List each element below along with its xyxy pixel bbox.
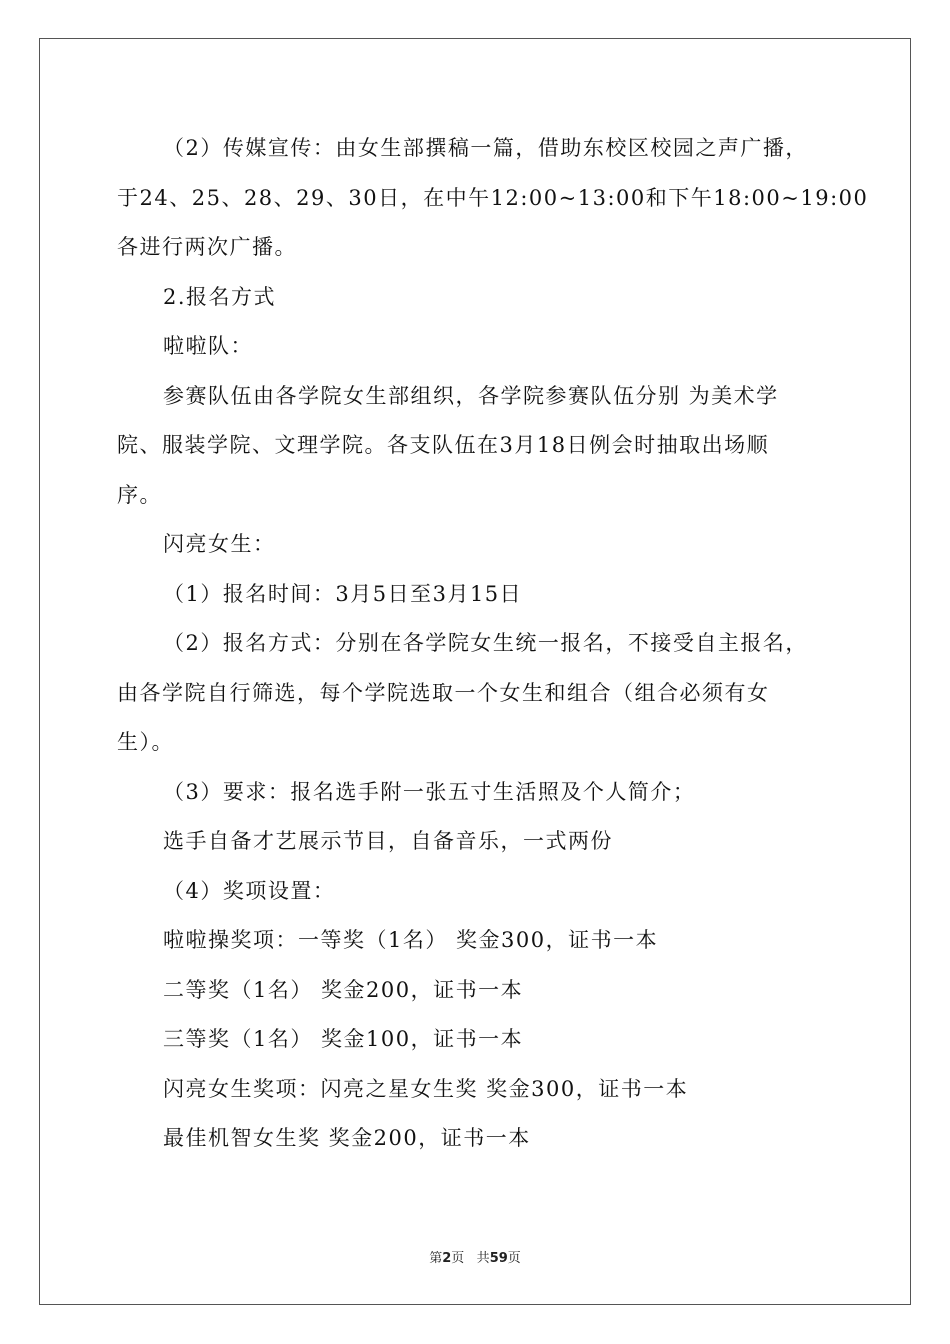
footer-page-unit: 页 bbox=[451, 1251, 465, 1266]
paragraph-line: （2）传媒宣传：由女生部撰稿一篇，借助东校区校园之声广播， bbox=[163, 136, 808, 160]
paragraph-line: 选手自备才艺展示节目，自备音乐，一式两份 bbox=[163, 829, 613, 853]
paragraph-line: 三等奖（1名） 奖金100，证书一本 bbox=[163, 1027, 524, 1051]
section-heading: 2.报名方式 bbox=[163, 284, 277, 309]
footer-total-pages: 59 bbox=[489, 1251, 508, 1266]
paragraph-line: 院、服装学院、文理学院。各支队伍在3月18日例会时抽取出场顺 bbox=[117, 433, 770, 457]
paragraph-line: 序。 bbox=[117, 482, 162, 507]
paragraph-line: （4）奖项设置： bbox=[163, 878, 336, 903]
paragraph-line: （2）报名方式：分别在各学院女生统一报名，不接受自主报名， bbox=[163, 631, 808, 655]
subsection-heading: 啦啦队： bbox=[163, 334, 253, 358]
footer-total-unit: 页 bbox=[507, 1251, 521, 1266]
footer-prefix: 第 bbox=[429, 1251, 443, 1266]
paragraph-line: 生）。 bbox=[117, 730, 174, 754]
paragraph-line: 最佳机智女生奖 奖金200，证书一本 bbox=[163, 1126, 531, 1150]
footer-total-prefix: 共 bbox=[476, 1251, 490, 1266]
paragraph-line: （3）要求：报名选手附一张五寸生活照及个人简介； bbox=[163, 779, 696, 804]
paragraph-line: 于24、25、28、29、30日，在中午12:00~13:00和下午18:00~19:00 bbox=[117, 185, 869, 210]
paragraph-line: 参赛队伍由各学院女生部组织，各学院参赛队伍分别 为美术学 bbox=[163, 383, 779, 408]
footer-page-number: 2 bbox=[442, 1251, 452, 1266]
page-footer bbox=[0, 1247, 950, 1266]
paragraph-line: 啦啦操奖项：一等奖（1名） 奖金300，证书一本 bbox=[163, 928, 659, 952]
paragraph-line: 闪亮女生奖项：闪亮之星女生奖 奖金300，证书一本 bbox=[163, 1076, 689, 1101]
document-body bbox=[117, 124, 869, 1164]
paragraph-line: （1）报名时间：3月5日至3月15日 bbox=[163, 581, 523, 606]
paragraph-line: 二等奖（1名） 奖金200，证书一本 bbox=[163, 977, 524, 1002]
paragraph-line: 各进行两次广播。 bbox=[117, 235, 297, 259]
paragraph-line: 由各学院自行筛选，每个学院选取一个女生和组合（组合必须有女 bbox=[117, 680, 770, 705]
subsection-heading: 闪亮女生： bbox=[163, 532, 276, 556]
